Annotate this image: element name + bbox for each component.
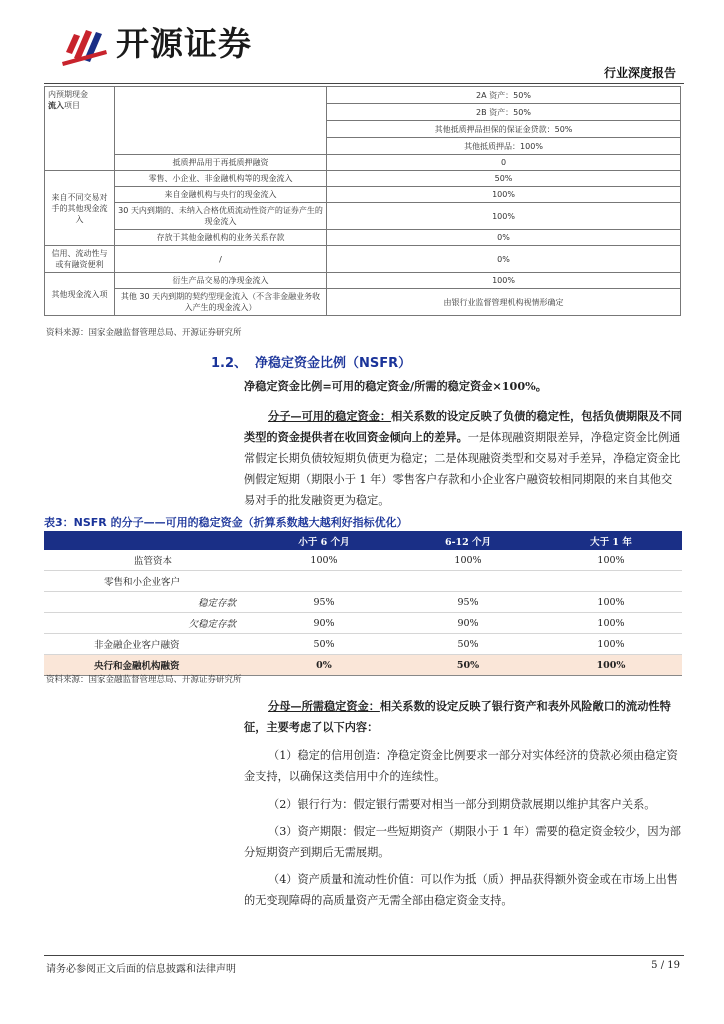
paragraph-lead: 分母—所需稳定资金： — [268, 699, 380, 713]
kaiyuan-logo-icon — [60, 22, 112, 68]
table-cell: 其他现金流入项 — [45, 273, 115, 316]
row-label: 零售和小企业客户 — [44, 571, 252, 592]
paragraph-denominator — [244, 696, 682, 738]
table-header: 大于 1 年 — [540, 531, 682, 550]
table-cell: 信用、流动性与或有融资便利 — [45, 246, 115, 273]
table-cell: 50% — [396, 634, 540, 655]
list-item: （4）资产质量和流动性价值：可以作为抵（质）押品获得额外资金或在市场上出售的无变现障碍的高质量资产无需全部由稳定资金支持。 — [244, 873, 678, 907]
table-cell: 100% — [252, 550, 396, 571]
brand-name: 开源证券 — [116, 24, 252, 63]
table-cell: 50% — [396, 655, 540, 676]
row-header-inflow: 内预期现金 流入项目 — [48, 90, 88, 110]
table-cell: 抵质押品用于再抵质押融资 — [115, 155, 327, 171]
table-cell — [252, 571, 396, 592]
footer-rule — [44, 955, 684, 956]
table-cell: 100% — [540, 634, 682, 655]
table-cell: 其他 30 天内到期的契约型现金流入（不含非金融业务收入产生的现金流入） — [115, 289, 327, 316]
row-label: 欠稳定存款 — [44, 613, 252, 634]
table-cell: 100% — [540, 655, 682, 676]
table-row — [44, 592, 682, 613]
source-note: 资料来源：国家金融监督管理总局、开源证券研究所 — [46, 675, 242, 685]
row-label: 稳定存款 — [44, 592, 252, 613]
page-number: 5 / 19 — [651, 960, 680, 971]
table-cell: 90% — [396, 613, 540, 634]
table-cell: 100% — [540, 550, 682, 571]
cash-inflow-table — [44, 86, 681, 316]
paragraph-numerator — [244, 406, 682, 511]
paragraph-bold: 相关系数的设定反映了负债的稳定性，包括负债期限及不同类型的资金提供者在收回资金倾向上的差异。 — [244, 409, 682, 444]
report-type: 行业深度报告 — [603, 66, 676, 80]
paragraph-body: 一是体现融资期限差异，净稳定资金比例通常假定长期负债较短期负债更为稳定；二是体现融资类型和交易对手差异，净稳定资金比例假定短期（期限小于 1 年）零售客户存款和小企业客户融资较相同期限的来自其他交易对手的批发融资更为稳定。 — [244, 431, 681, 507]
formula: 净稳定资金比例=可用的稳定资金/所需的稳定资金×100%。 — [244, 379, 547, 393]
section-title: 净稳定资金比例（NSFR） — [255, 356, 412, 371]
table-cell — [115, 87, 327, 155]
table-cell: 100% — [327, 203, 681, 230]
table-cell: 50% — [327, 171, 681, 187]
table-cell — [45, 87, 115, 171]
paragraph-bold: 相关系数的设定反映了银行资产和表外风险敞口的流动性特征，主要考虑了以下内容： — [244, 699, 671, 734]
row-label: 监管资本 — [44, 550, 252, 571]
table-cell: 衍生产品交易的净现金流入 — [115, 273, 327, 289]
table-cell: 50% — [252, 634, 396, 655]
table-cell — [540, 571, 682, 592]
table-header: 6-12 个月 — [396, 531, 540, 550]
table-cell: 零售、小企业、非金融机构等的现金流入 — [115, 171, 327, 187]
table-header: 小于 6 个月 — [252, 531, 396, 550]
table-cell: / — [115, 246, 327, 273]
list-item: （3）资产期限：假定一些短期资产（期限小于 1 年）需要的稳定资金较少，因为部分短期资产到期后无需展期。 — [244, 825, 681, 859]
table-cell: 来自不同交易对手的其他现金流入 — [45, 171, 115, 246]
table-cell: 0% — [252, 655, 396, 676]
row-label: 央行和金融机构融资 — [44, 655, 252, 676]
table-cell: 30 天内到期的、未纳入合格优质流动性资产的证券产生的现金流入 — [115, 203, 327, 230]
nsfr-numerator-table — [44, 531, 682, 676]
footer-disclaimer: 请务必参阅正文后面的信息披露和法律声明 — [46, 964, 236, 975]
table-cell: 由银行业监督管理机构视情形确定 — [327, 289, 681, 316]
table-cell: 其他抵质押品：100% — [327, 138, 681, 155]
table-cell: 100% — [540, 592, 682, 613]
table-cell: 100% — [327, 187, 681, 203]
table-title: 表3：NSFR 的分子——可用的稳定资金（折算系数越大越利好指标优化） — [44, 516, 408, 529]
table-cell: 100% — [540, 613, 682, 634]
table-row — [44, 613, 682, 634]
list-item: （2）银行行为：假定银行需要对相当一部分到期贷款展期以维护其客户关系。 — [268, 798, 656, 811]
table-cell: 90% — [252, 613, 396, 634]
list-item: （1）稳定的信用创造：净稳定资金比例要求一部分对实体经济的贷款必须由稳定资金支持，以确保这类信用中介的连续性。 — [244, 749, 678, 783]
table-cell: 0% — [327, 230, 681, 246]
table-cell — [396, 571, 540, 592]
table-cell: 其他抵质押品担保的保证金贷款：50% — [327, 121, 681, 138]
table-row — [44, 634, 682, 655]
table-cell: 0 — [327, 155, 681, 171]
table-cell: 100% — [396, 550, 540, 571]
section-heading — [211, 352, 411, 371]
table-cell: 0% — [327, 246, 681, 273]
table-cell: 95% — [252, 592, 396, 613]
row-label: 非金融企业客户融资 — [44, 634, 252, 655]
source-note: 资料来源：国家金融监督管理总局、开源证券研究所 — [46, 328, 242, 338]
table-cell: 95% — [396, 592, 540, 613]
table-cell: 2B 资产：50% — [327, 104, 681, 121]
header-rule — [44, 83, 684, 84]
table-cell: 100% — [327, 273, 681, 289]
section-number: 1.2、 — [211, 356, 248, 371]
table-cell: 存放于其他金融机构的业务关系存款 — [115, 230, 327, 246]
table-row — [44, 571, 682, 592]
table-cell: 来自金融机构与央行的现金流入 — [115, 187, 327, 203]
table-row — [44, 550, 682, 571]
table-header — [44, 531, 252, 550]
paragraph-lead: 分子—可用的稳定资金： — [268, 409, 392, 423]
table-cell: 2A 资产：50% — [327, 87, 681, 104]
